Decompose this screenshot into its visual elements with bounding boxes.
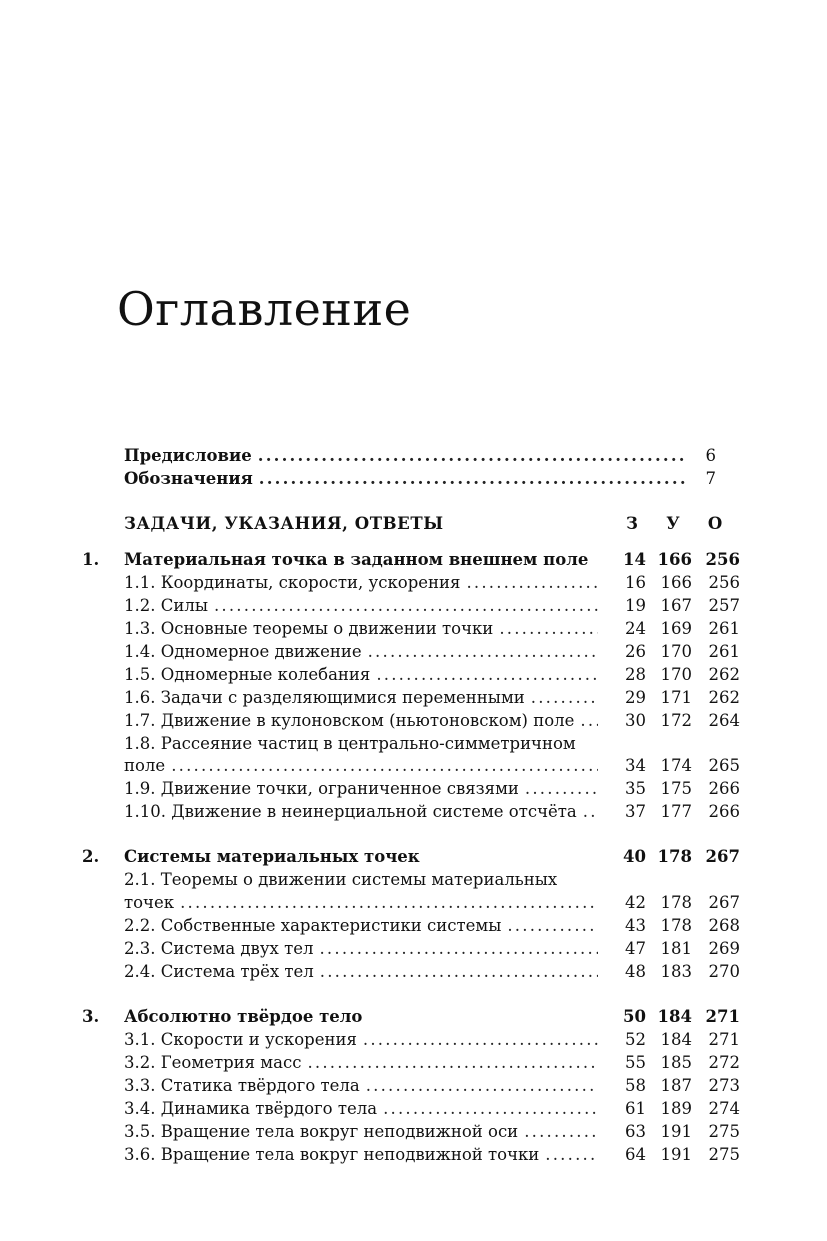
toc-entry [124, 1144, 598, 1166]
leader-dots [368, 641, 598, 663]
page-problems: 64 [625, 1145, 646, 1164]
page-problems: 16 [625, 573, 646, 592]
toc-entry [124, 1052, 598, 1074]
page-problems: 37 [625, 802, 646, 821]
page-answers: 264 [708, 711, 740, 730]
toc-entry [124, 938, 598, 960]
toc-label: 3.5. Вращение тела вокруг неподвижной оси [124, 1122, 519, 1141]
toc-label: 3.3. Статика твёрдого тела [124, 1076, 360, 1095]
page-hints: 166 [660, 573, 692, 592]
page-answers: 262 [708, 688, 740, 707]
toc-section-line2[interactable] [0, 892, 827, 914]
toc-section[interactable] [0, 778, 827, 800]
toc-entry [124, 572, 598, 594]
toc-label-continued: точек [124, 893, 175, 912]
page-hints: 167 [660, 596, 692, 615]
toc-label: 2.3. Система двух тел [124, 939, 314, 958]
page-hints: 171 [660, 688, 692, 707]
page-problems: 24 [625, 619, 646, 638]
toc-entry [124, 801, 598, 823]
toc-section[interactable] [0, 1121, 827, 1143]
toc-entry [124, 468, 687, 490]
toc-part-header [0, 513, 827, 535]
toc-entry [124, 641, 598, 663]
page-hints: 189 [660, 1099, 692, 1118]
chapter-number: 3. [82, 1007, 100, 1026]
leader-dots [383, 1098, 598, 1120]
leader-dots [583, 801, 598, 823]
page-answers: 261 [708, 642, 740, 661]
toc-section[interactable] [0, 938, 827, 960]
toc-label: Предисловие [124, 446, 252, 465]
toc-section-line1[interactable] [0, 733, 827, 755]
toc-entry [124, 445, 687, 467]
toc-label: 3.2. Геометрия масс [124, 1053, 302, 1072]
page-hints: 166 [657, 550, 692, 569]
page-answers: 271 [708, 1030, 740, 1049]
toc-page: 7 [705, 469, 716, 488]
page-answers: 270 [708, 962, 740, 981]
part-title: ЗАДАЧИ, УКАЗАНИЯ, ОТВЕТЫ [124, 514, 444, 533]
page-answers: 268 [708, 916, 740, 935]
toc-chapter[interactable] [0, 549, 827, 571]
page-problems: 61 [625, 1099, 646, 1118]
toc-label: 1.6. Задачи с разделяющимися переменными [124, 688, 525, 707]
chapter-number: 2. [82, 847, 100, 866]
page-answers: 256 [708, 573, 740, 592]
toc-label: Обозначения [124, 469, 253, 488]
page-hints: 187 [660, 1076, 692, 1095]
page-hints: 185 [660, 1053, 692, 1072]
leader-dots [319, 938, 598, 960]
toc-label: 3.1. Скорости и ускорения [124, 1030, 357, 1049]
page-hints: 191 [660, 1122, 692, 1141]
leader-dots [171, 755, 598, 777]
chapter-number: 1. [82, 550, 100, 569]
toc-front-notation[interactable] [0, 468, 827, 490]
toc-chapter[interactable] [0, 1006, 827, 1028]
toc-entry [124, 961, 598, 983]
page-hints: 174 [660, 756, 692, 775]
leader-dots [363, 1029, 598, 1051]
toc-entry [124, 710, 598, 732]
leader-dots [507, 915, 598, 937]
toc-section[interactable] [0, 1098, 827, 1120]
page-problems: 48 [625, 962, 646, 981]
page-problems: 26 [625, 642, 646, 661]
toc-label: 3.4. Динамика твёрдого тела [124, 1099, 378, 1118]
toc-entry [124, 892, 598, 914]
col-header-answers: О [707, 514, 723, 533]
page-hints: 169 [660, 619, 692, 638]
leader-dots [214, 595, 598, 617]
toc-section[interactable] [0, 1029, 827, 1051]
toc-entry [124, 1098, 598, 1120]
toc-label: 2.2. Собственные характеристики системы [124, 916, 502, 935]
toc-entry [124, 595, 598, 617]
toc-label: 1.3. Основные теоремы о движении точки [124, 619, 494, 638]
toc-section[interactable] [0, 595, 827, 617]
toc-section[interactable] [0, 687, 827, 709]
toc-label: 1.1. Координаты, скорости, ускорения [124, 573, 461, 592]
page-problems: 58 [625, 1076, 646, 1095]
leader-dots [545, 1144, 598, 1166]
toc-label: 2.4. Система трёх тел [124, 962, 314, 981]
toc-entry [124, 915, 598, 937]
page-hints: 175 [660, 779, 692, 798]
page-answers: 257 [708, 596, 740, 615]
page-hints: 170 [660, 642, 692, 661]
page-hints: 183 [660, 962, 692, 981]
page-problems: 47 [625, 939, 646, 958]
toc-label: 1.9. Движение точки, ограниченное связями [124, 779, 519, 798]
toc-entry [124, 618, 598, 640]
col-header-problems: З [626, 514, 638, 533]
toc-entry [124, 778, 598, 800]
page-answers: 266 [708, 802, 740, 821]
toc-section[interactable] [0, 915, 827, 937]
leader-dots [307, 1052, 598, 1074]
toc-page: 6 [705, 446, 716, 465]
toc-section[interactable] [0, 618, 827, 640]
leader-dots [180, 892, 598, 914]
page-problems: 14 [623, 550, 646, 569]
page-answers: 269 [708, 939, 740, 958]
toc-entry [124, 755, 598, 777]
page-problems: 34 [625, 756, 646, 775]
chapter-title: Материальная точка в заданном внешнем поле [124, 550, 589, 569]
toc-label: 1.8. Рассеяние частиц в центрально-симметричном [124, 734, 576, 753]
toc-section[interactable] [0, 1075, 827, 1097]
chapter-title: Системы материальных точек [124, 847, 420, 866]
toc-entry [124, 687, 598, 709]
toc-label-continued: поле [124, 756, 166, 775]
toc-section[interactable] [0, 572, 827, 594]
leader-dots [580, 710, 598, 732]
toc-label: 1.7. Движение в кулоновском (ньютоновском) поле [124, 711, 575, 730]
page-answers: 261 [708, 619, 740, 638]
page-answers: 256 [705, 550, 740, 569]
toc-chapter[interactable] [0, 846, 827, 868]
toc-label: 1.10. Движение в неинерциальной системе отсчёта [124, 802, 577, 821]
chapter-title: Абсолютно твёрдое тело [124, 1007, 363, 1026]
toc-section-line2[interactable] [0, 755, 827, 777]
page-problems: 30 [625, 711, 646, 730]
toc-label: 3.6. Вращение тела вокруг неподвижной точки [124, 1145, 540, 1164]
page-problems: 35 [625, 779, 646, 798]
page-problems: 40 [623, 847, 646, 866]
page-answers: 267 [705, 847, 740, 866]
page-hints: 181 [660, 939, 692, 958]
page-answers: 262 [708, 665, 740, 684]
page-hints: 178 [660, 916, 692, 935]
page-problems: 28 [625, 665, 646, 684]
page-problems: 43 [625, 916, 646, 935]
leader-dots [499, 618, 598, 640]
page-answers: 265 [708, 756, 740, 775]
page-answers: 271 [705, 1007, 740, 1026]
page-problems: 42 [625, 893, 646, 912]
toc-label: 2.1. Теоремы о движении системы материальных [124, 870, 558, 889]
leader-dots [258, 445, 687, 467]
leader-dots [525, 778, 598, 800]
toc-section-line1[interactable] [0, 869, 827, 891]
toc-section[interactable] [0, 801, 827, 823]
leader-dots [531, 687, 598, 709]
toc-entry [124, 1029, 598, 1051]
page-hints: 170 [660, 665, 692, 684]
toc-front-preface[interactable] [0, 445, 827, 467]
toc-section[interactable] [0, 664, 827, 686]
toc-label: 1.4. Одномерное движение [124, 642, 362, 661]
page-hints: 178 [657, 847, 692, 866]
page-answers: 272 [708, 1053, 740, 1072]
page-hints: 172 [660, 711, 692, 730]
toc-label: 1.5. Одномерные колебания [124, 665, 371, 684]
toc-section[interactable] [0, 1144, 827, 1166]
page-problems: 63 [625, 1122, 646, 1141]
page-answers: 267 [708, 893, 740, 912]
page-hints: 184 [660, 1030, 692, 1049]
page-problems: 19 [625, 596, 646, 615]
page-problems: 50 [623, 1007, 646, 1026]
toc-section[interactable] [0, 961, 827, 983]
toc-section[interactable] [0, 710, 827, 732]
page-title: Оглавление [117, 282, 412, 336]
toc-entry [124, 664, 598, 686]
page-hints: 178 [660, 893, 692, 912]
leader-dots [524, 1121, 598, 1143]
page-answers: 273 [708, 1076, 740, 1095]
page-problems: 29 [625, 688, 646, 707]
page-answers: 275 [708, 1122, 740, 1141]
page-problems: 52 [625, 1030, 646, 1049]
toc-entry [124, 1075, 598, 1097]
toc-entry [124, 1121, 598, 1143]
page-answers: 275 [708, 1145, 740, 1164]
col-header-hints: У [666, 514, 680, 533]
page-hints: 184 [657, 1007, 692, 1026]
leader-dots [320, 961, 598, 983]
page-answers: 274 [708, 1099, 740, 1118]
leader-dots [466, 572, 598, 594]
toc-section[interactable] [0, 641, 827, 663]
page-problems: 55 [625, 1053, 646, 1072]
page-answers: 266 [708, 779, 740, 798]
toc-section[interactable] [0, 1052, 827, 1074]
leader-dots [259, 468, 687, 490]
leader-dots [376, 664, 598, 686]
toc-label: 1.2. Силы [124, 596, 208, 615]
page-hints: 177 [660, 802, 692, 821]
page-hints: 191 [660, 1145, 692, 1164]
leader-dots [366, 1075, 598, 1097]
